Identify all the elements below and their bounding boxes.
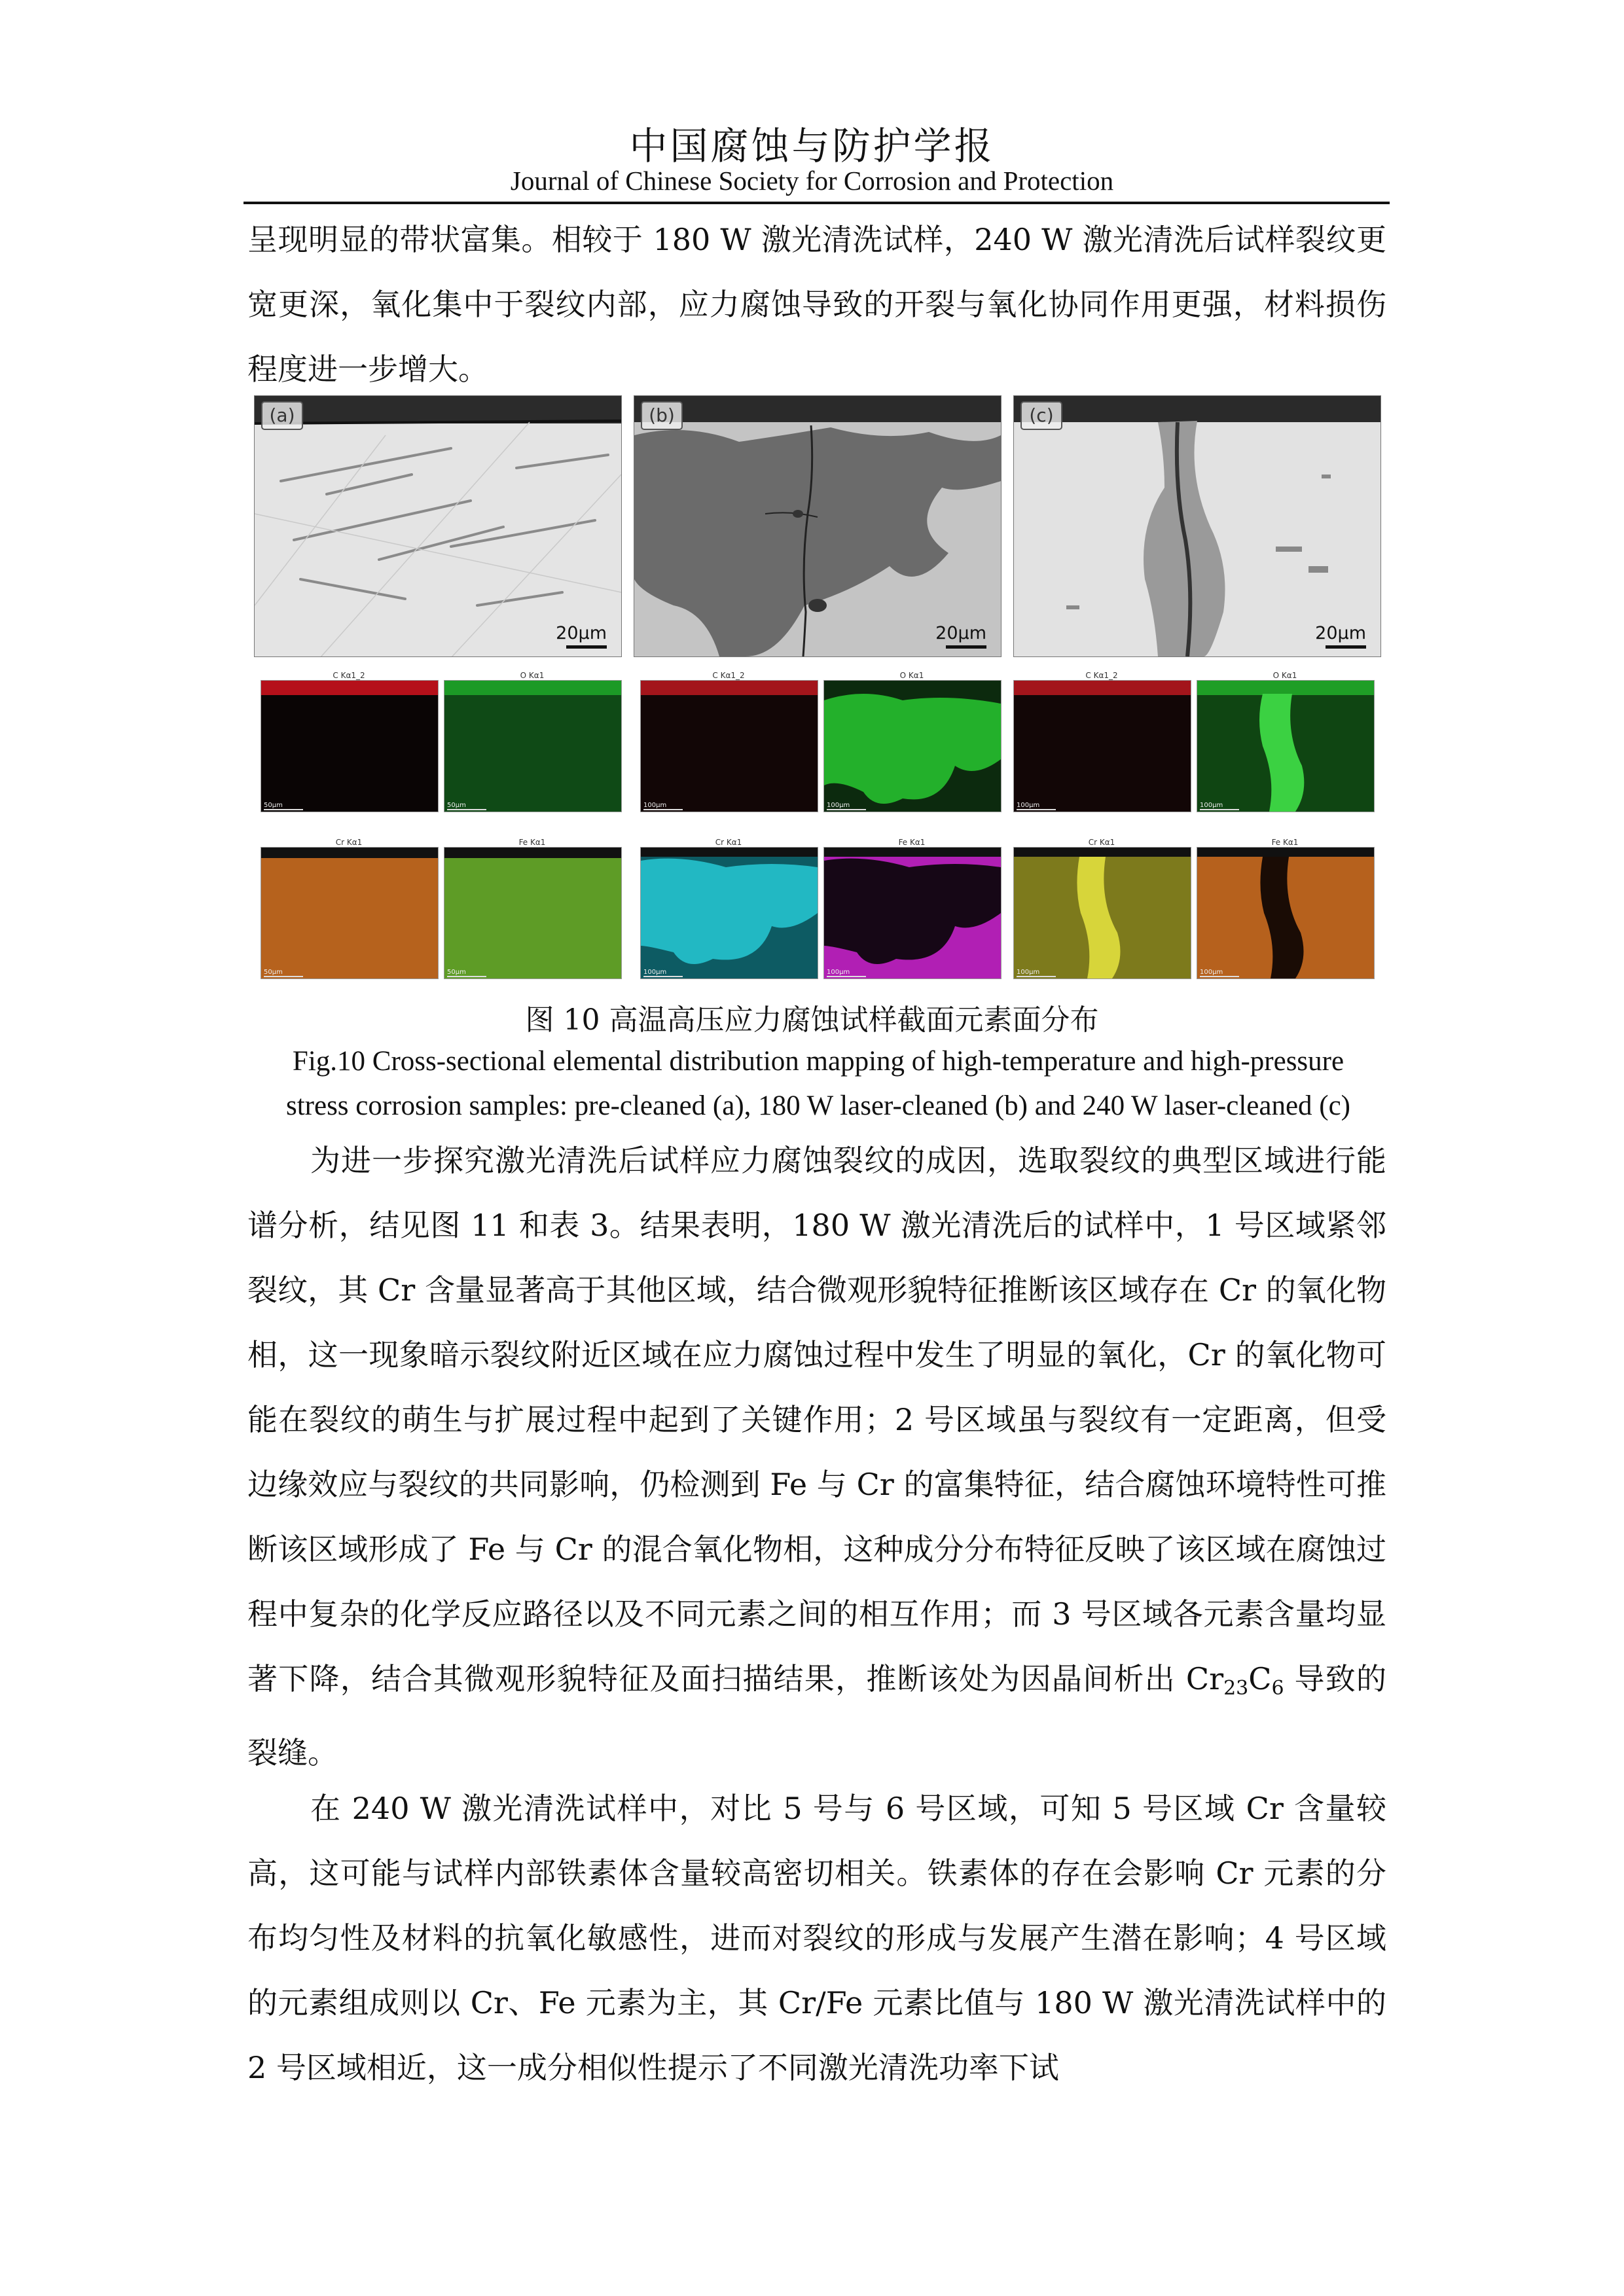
eds-map-c-c-label: C Kα1_2 [1085, 671, 1118, 680]
sem-image-c [1013, 395, 1381, 657]
header-rule [244, 202, 1390, 204]
map-scale-label: 100μm [827, 802, 866, 810]
map-scale-label: 50μm [264, 802, 303, 810]
map-scale-label: 100μm [643, 969, 683, 977]
paragraph-text: 呈现明显的带状富集。相较于 180 W 激光清洗试样，240 W 激光清洗后试样裂纹更宽更深，氧化集中于裂纹内部，应力腐蚀导致的开裂与氧化协同作用更强，材料损伤程度进一步增大。 [247, 222, 1386, 387]
eds-map-b-o [823, 680, 1001, 812]
panel-label-b: (b) [641, 401, 683, 430]
eds-map-a-c-label: C Kα1_2 [333, 671, 365, 680]
map-scale-label: 100μm [1017, 802, 1056, 810]
figure-10 [254, 395, 1380, 984]
eds-map-c-cr [1013, 847, 1191, 979]
panel-label-c: (c) [1020, 401, 1062, 430]
eds-map-b-o-label: O Kα1 [899, 671, 924, 680]
journal-title-en: Journal of Chinese Society for Corrosion and Protection [510, 166, 1114, 196]
eds-map-a-fe [444, 847, 622, 979]
eds-map-c-o [1197, 680, 1375, 812]
eds-map-c-cr-label: Cr Kα1 [1088, 838, 1115, 847]
map-scale-label: 100μm [1017, 969, 1056, 977]
sem-image-b [634, 395, 1001, 657]
eds-map-c-o-label: O Kα1 [1272, 671, 1297, 680]
scale-label-b: 20μm [935, 623, 986, 643]
panel-label-a: (a) [261, 401, 303, 430]
eds-map-b-cr-label: Cr Kα1 [715, 838, 742, 847]
scale-label-a: 20μm [556, 623, 607, 643]
scale-bar-b [946, 645, 986, 649]
eds-map-b-c [640, 680, 818, 812]
eds-map-c-fe [1197, 847, 1375, 979]
map-scale-label: 50μm [264, 969, 303, 977]
eds-map-a-cr-label: Cr Kα1 [335, 838, 363, 847]
map-scale-label: 100μm [1200, 802, 1239, 810]
eds-map-a-c [261, 680, 439, 812]
body-paragraph-3 [247, 1776, 1386, 2100]
scale-bar-c [1326, 645, 1366, 649]
map-scale-label: 100μm [643, 802, 683, 810]
paragraph-text: 为进一步探究激光清洗后试样应力腐蚀裂纹的成因，选取裂纹的典型区域进行能谱分析，结见图 11 和表 3。结果表明，180 W 激光清洗后的试样中，1 号区域紧邻裂纹，其 Cr 含量显著高于其他区域，结合微观形貌特征推断该区域存在 Cr 的氧化物相，这一现象暗示裂纹附近区域在应力腐蚀过程中发生了明显的氧化，Cr 的氧化物可能在裂纹的萌生与扩展过程中起到了关键作用；2 号区域虽与裂纹有一定距离，但受边缘效应与裂纹的共同影响，仍检测到 Fe 与 Cr 的富集特征，结合腐蚀环境特性可推断该区域形成了 Fe 与 Cr 的混合氧化物相，这种成分分布特征反映了该区域在腐蚀过程中复杂的化学反应路径以及不同元素之间的相互作用；而 3 号区域各元素含量均显著下降，结合其微观形貌特征及面扫描结果，推断该处为因晶间析出 $Cr_{23}C_6$ 导致的裂缝。 [247, 1143, 1387, 1770]
map-scale-label: 50μm [447, 802, 486, 810]
body-paragraph-2 [247, 1128, 1386, 1785]
eds-map-a-o [444, 680, 622, 812]
scale-bar-a [566, 645, 607, 649]
eds-map-c-fe-label: Fe Kα1 [1271, 838, 1299, 847]
eds-map-c-c [1013, 680, 1191, 812]
figure-caption-en: Fig.10 Cross-sectional elemental distribution mapping of high-temperature and high-pressure stress corrosion samples: pre-cleaned (a), 180 W laser-cleaned (b) and 240 W laser-cleaned (c) [285, 1046, 1351, 1121]
scale-label-c: 20μm [1315, 623, 1366, 643]
paragraph-text: 在 240 W 激光清洗试样中，对比 5 号与 6 号区域，可知 5 号区域 Cr 含量较高，这可能与试样内部铁素体含量较高密切相关。铁素体的存在会影响 Cr 元素的分布均匀性及材料的抗氧化敏感性，进而对裂纹的形成与发展产生潜在影响；4 号区域的元素组成则以 Cr、Fe 元素为主，其 Cr/Fe 元素比值与 180 W 激光清洗试样中的 2 号区域相近，这一成分相似性提示了不同激光清洗功率下试 [247, 1791, 1386, 2085]
eds-map-a-cr [261, 847, 439, 979]
eds-map-a-fe-label: Fe Kα1 [518, 838, 546, 847]
figure-caption-zh: 图 10 高温高压应力腐蚀试样截面元素面分布 [525, 1003, 1099, 1037]
eds-map-b-fe-label: Fe Kα1 [898, 838, 926, 847]
eds-map-a-o-label: O Kα1 [520, 671, 545, 680]
sem-image-a [254, 395, 622, 657]
journal-title-zh: 中国腐蚀与防护学报 [629, 124, 995, 168]
eds-map-b-cr [640, 847, 818, 979]
eds-map-b-fe [823, 847, 1001, 979]
map-scale-label: 100μm [827, 969, 866, 977]
map-scale-label: 100μm [1200, 969, 1239, 977]
map-scale-label: 50μm [447, 969, 486, 977]
eds-map-b-c-label: C Kα1_2 [712, 671, 745, 680]
body-paragraph-top [247, 207, 1386, 402]
